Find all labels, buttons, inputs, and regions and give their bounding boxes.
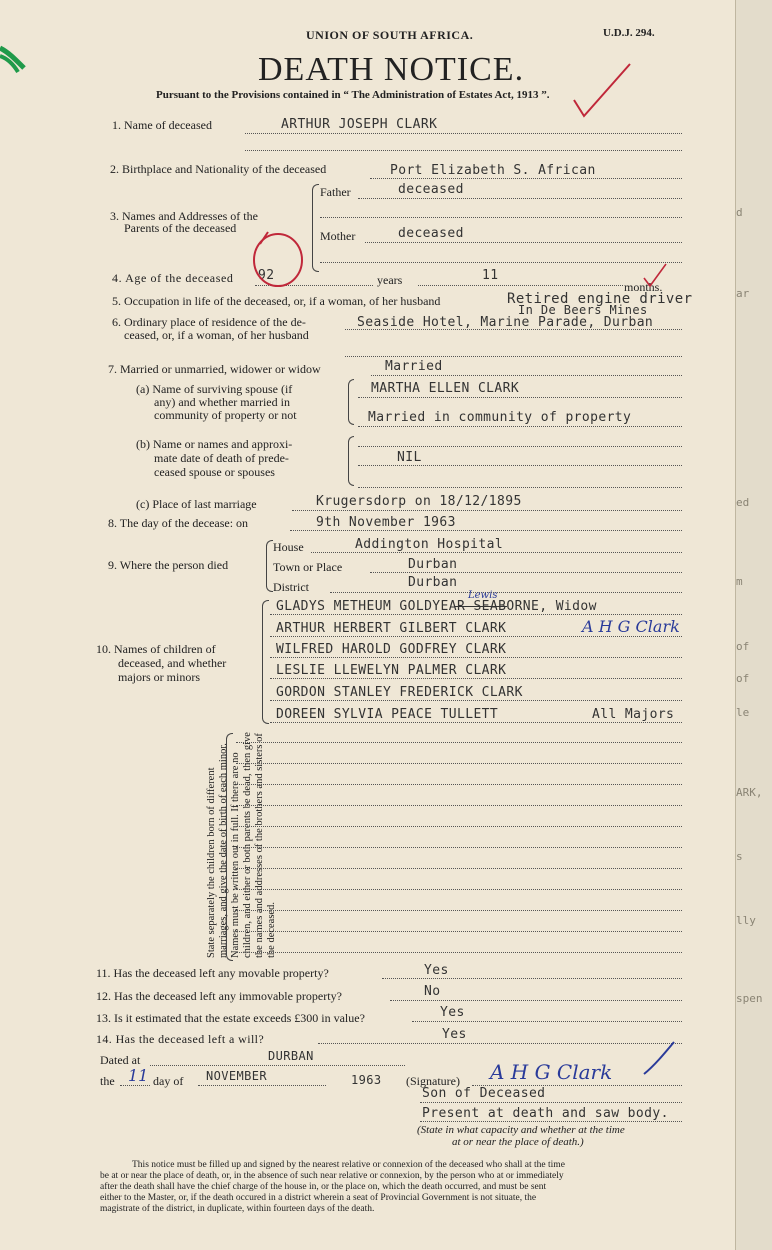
will-field: Yes xyxy=(442,1027,467,1042)
years-label: years xyxy=(377,273,403,287)
page-title: DEATH NOTICE. xyxy=(258,51,525,88)
q10-label: majors or minors xyxy=(118,670,200,684)
q4-label: 4. Age of the deceased xyxy=(112,271,234,285)
q5-label: 5. Occupation in life of the deceased, or, if a woman, of her husband xyxy=(112,294,441,308)
capacity-note: (State in what capacity and whether at the time xyxy=(417,1124,625,1136)
underlying-text: spen xyxy=(736,992,763,1005)
page-subtitle: Pursuant to the Provisions contained in “ The Administration of Estates Act, 1913 ”. xyxy=(156,89,550,101)
date-of-death-field: 9th November 1963 xyxy=(316,515,456,530)
dated-label: Dated at xyxy=(100,1053,141,1067)
q3-label: Parents of the deceased xyxy=(124,221,237,235)
occupation-field: Retired engine driver xyxy=(507,291,693,307)
underlying-text: d xyxy=(736,206,743,219)
q7-label: 7. Married or unmarried, widower or widow xyxy=(108,362,321,376)
father-field: deceased xyxy=(398,182,464,197)
estate-value-field: Yes xyxy=(440,1005,465,1020)
union-heading: UNION OF SOUTH AFRICA. xyxy=(306,28,474,42)
q10-label: 10. Names of children of xyxy=(96,642,216,656)
marriage-place-field: Krugersdorp on 18/12/1895 xyxy=(316,494,522,509)
child-name-correction: Lewis xyxy=(468,590,498,601)
notice-text: be at or near the place of death, or, in the absence of such near relative or connexion, by the person who at or immediately xyxy=(100,1171,564,1181)
q11-label: 11. Has the deceased left any movable property? xyxy=(96,966,329,980)
brace xyxy=(262,600,269,724)
q7a-label: community of property or not xyxy=(154,408,297,422)
occupation-field-extra: In De Beers Mines xyxy=(518,303,648,317)
red-circle-icon xyxy=(248,226,308,293)
q14-label: 14. Has the deceased left a will? xyxy=(96,1032,265,1046)
child-signature: A H G Clark xyxy=(582,617,680,636)
underlying-text: s xyxy=(736,850,743,863)
district-field: Durban xyxy=(408,575,458,590)
capacity-note: at or near the place of death.) xyxy=(452,1136,584,1148)
q9-label: 9. Where the person died xyxy=(108,558,229,572)
notice-text: after the death shall have the chief charge of the house in, or the place on, which the death occurred, and must be sent xyxy=(100,1182,547,1192)
q8-label: 8. The day of the decease: on xyxy=(108,516,249,530)
underlying-text: ARK, xyxy=(736,786,763,799)
age-years-field: 92 xyxy=(258,268,275,283)
town-field: Durban xyxy=(408,557,458,572)
notice-text: magistrate of the district, in duplicate, within fourteen days of the death. xyxy=(100,1204,375,1214)
dated-place-field: DURBAN xyxy=(268,1049,314,1063)
q7b-label: (b) Name or names and approxi- xyxy=(136,437,293,451)
strike-through xyxy=(455,606,507,607)
house-field: Addington Hospital xyxy=(355,537,504,552)
q7b-label: mate date of death of prede- xyxy=(154,451,289,465)
deceased-name-field: ARTHUR JOSEPH CLARK xyxy=(281,117,438,132)
child-name: DOREEN SYLVIA PEACE TULLETT xyxy=(276,707,499,722)
q6-label: 6. Ordinary place of residence of the de- xyxy=(112,315,306,329)
day-of-label: day of xyxy=(153,1074,184,1088)
brace xyxy=(348,379,354,425)
green-tag-icon xyxy=(0,44,26,74)
q7b-label: ceased spouse or spouses xyxy=(154,465,275,479)
child-name: WILFRED HAROLD GODFREY CLARK xyxy=(276,642,507,657)
district-label: District xyxy=(273,580,309,594)
brace xyxy=(348,436,354,486)
the-label: the xyxy=(100,1074,115,1088)
side-instruction xyxy=(118,732,277,958)
q7c-label: (c) Place of last marriage xyxy=(136,497,257,511)
birthplace-field: Port Elizabeth S. African xyxy=(390,163,596,178)
underlying-text: m xyxy=(736,575,743,588)
children-majority-note: All Majors xyxy=(592,707,675,722)
underlying-text: ed xyxy=(736,496,750,509)
brace xyxy=(312,184,319,272)
notice-text: either to the Master, or, if the death occured in a district wherein a seat of Provincial Government is not situate, the xyxy=(100,1193,537,1203)
q3-label: 3. Names and Addresses of the xyxy=(110,209,258,223)
q7a-label: any) and whether married in xyxy=(154,395,290,409)
signature-flourish-icon xyxy=(640,1040,680,1085)
signature-label: (Signature) xyxy=(406,1074,460,1088)
age-months-field: 11 xyxy=(482,268,499,283)
residence-field: Seaside Hotel, Marine Parade, Durban xyxy=(357,315,654,330)
mother-label: Mother xyxy=(320,229,356,243)
child-name: LESLIE LLEWELYN PALMER CLARK xyxy=(276,663,507,678)
underlying-text: ar xyxy=(736,287,750,300)
underlying-text: of xyxy=(736,640,750,653)
capacity-field: Present at death and saw body. xyxy=(422,1106,669,1121)
child-name: GLADYS METHEUM GOLDYEAR SEABORNE, Widow xyxy=(276,599,597,614)
child-name: ARTHUR HERBERT GILBERT CLARK xyxy=(276,621,507,636)
community-property-field: Married in community of property xyxy=(368,410,632,425)
side-instruction-text: State separately the children born of different marriages, and give the date of birth of each minor. Names must be written out in full. If there are no children, and either or both parents be dead, then give the names and addresses of the brothers and sisters of the deceased. xyxy=(206,732,277,958)
spouse-name-field: MARTHA ELLEN CLARK xyxy=(371,381,520,396)
underlying-text: le xyxy=(736,706,750,719)
month-field: NOVEMBER xyxy=(206,1069,267,1083)
predeceased-spouse-field: NIL xyxy=(397,450,422,465)
marital-status-field: Married xyxy=(385,359,443,374)
q6-label: ceased, or, if a woman, of her husband xyxy=(124,328,309,342)
tick-icon xyxy=(640,262,670,293)
notice-text: This notice must be filled up and signed by the nearest relative or connexion of the deceased who shall at the time xyxy=(132,1160,565,1170)
q7a-label: (a) Name of surviving spouse (if xyxy=(136,382,293,396)
check-mark-icon xyxy=(570,62,640,127)
immovable-property-field: No xyxy=(424,984,441,999)
child-name: GORDON STANLEY FREDERICK CLARK xyxy=(276,685,523,700)
brace xyxy=(226,733,233,961)
underlying-text: lly xyxy=(736,914,756,927)
town-label: Town or Place xyxy=(273,560,343,574)
months-label: months. xyxy=(624,280,663,294)
year-field: 1963 xyxy=(351,1073,382,1087)
q10-label: deceased, and whether xyxy=(118,656,227,670)
mother-field: deceased xyxy=(398,226,464,241)
q13-label: 13. Is it estimated that the estate exceeds £300 in value? xyxy=(96,1011,365,1025)
capacity-field: Son of Deceased xyxy=(422,1086,546,1101)
underlying-text: of xyxy=(736,672,750,685)
underlying-page xyxy=(735,0,772,1250)
brace xyxy=(266,540,273,592)
signature: A H G Clark xyxy=(490,1060,613,1084)
day-field: 11 xyxy=(128,1066,149,1085)
q12-label: 12. Has the deceased left any immovable property? xyxy=(96,989,342,1003)
movable-property-field: Yes xyxy=(424,963,449,978)
father-label: Father xyxy=(320,185,351,199)
q1-label: 1. Name of deceased xyxy=(112,118,212,132)
house-label: House xyxy=(273,540,304,554)
form-code: U.D.J. 294. xyxy=(603,27,655,39)
q2-label: 2. Birthplace and Nationality of the deceased xyxy=(110,162,327,176)
